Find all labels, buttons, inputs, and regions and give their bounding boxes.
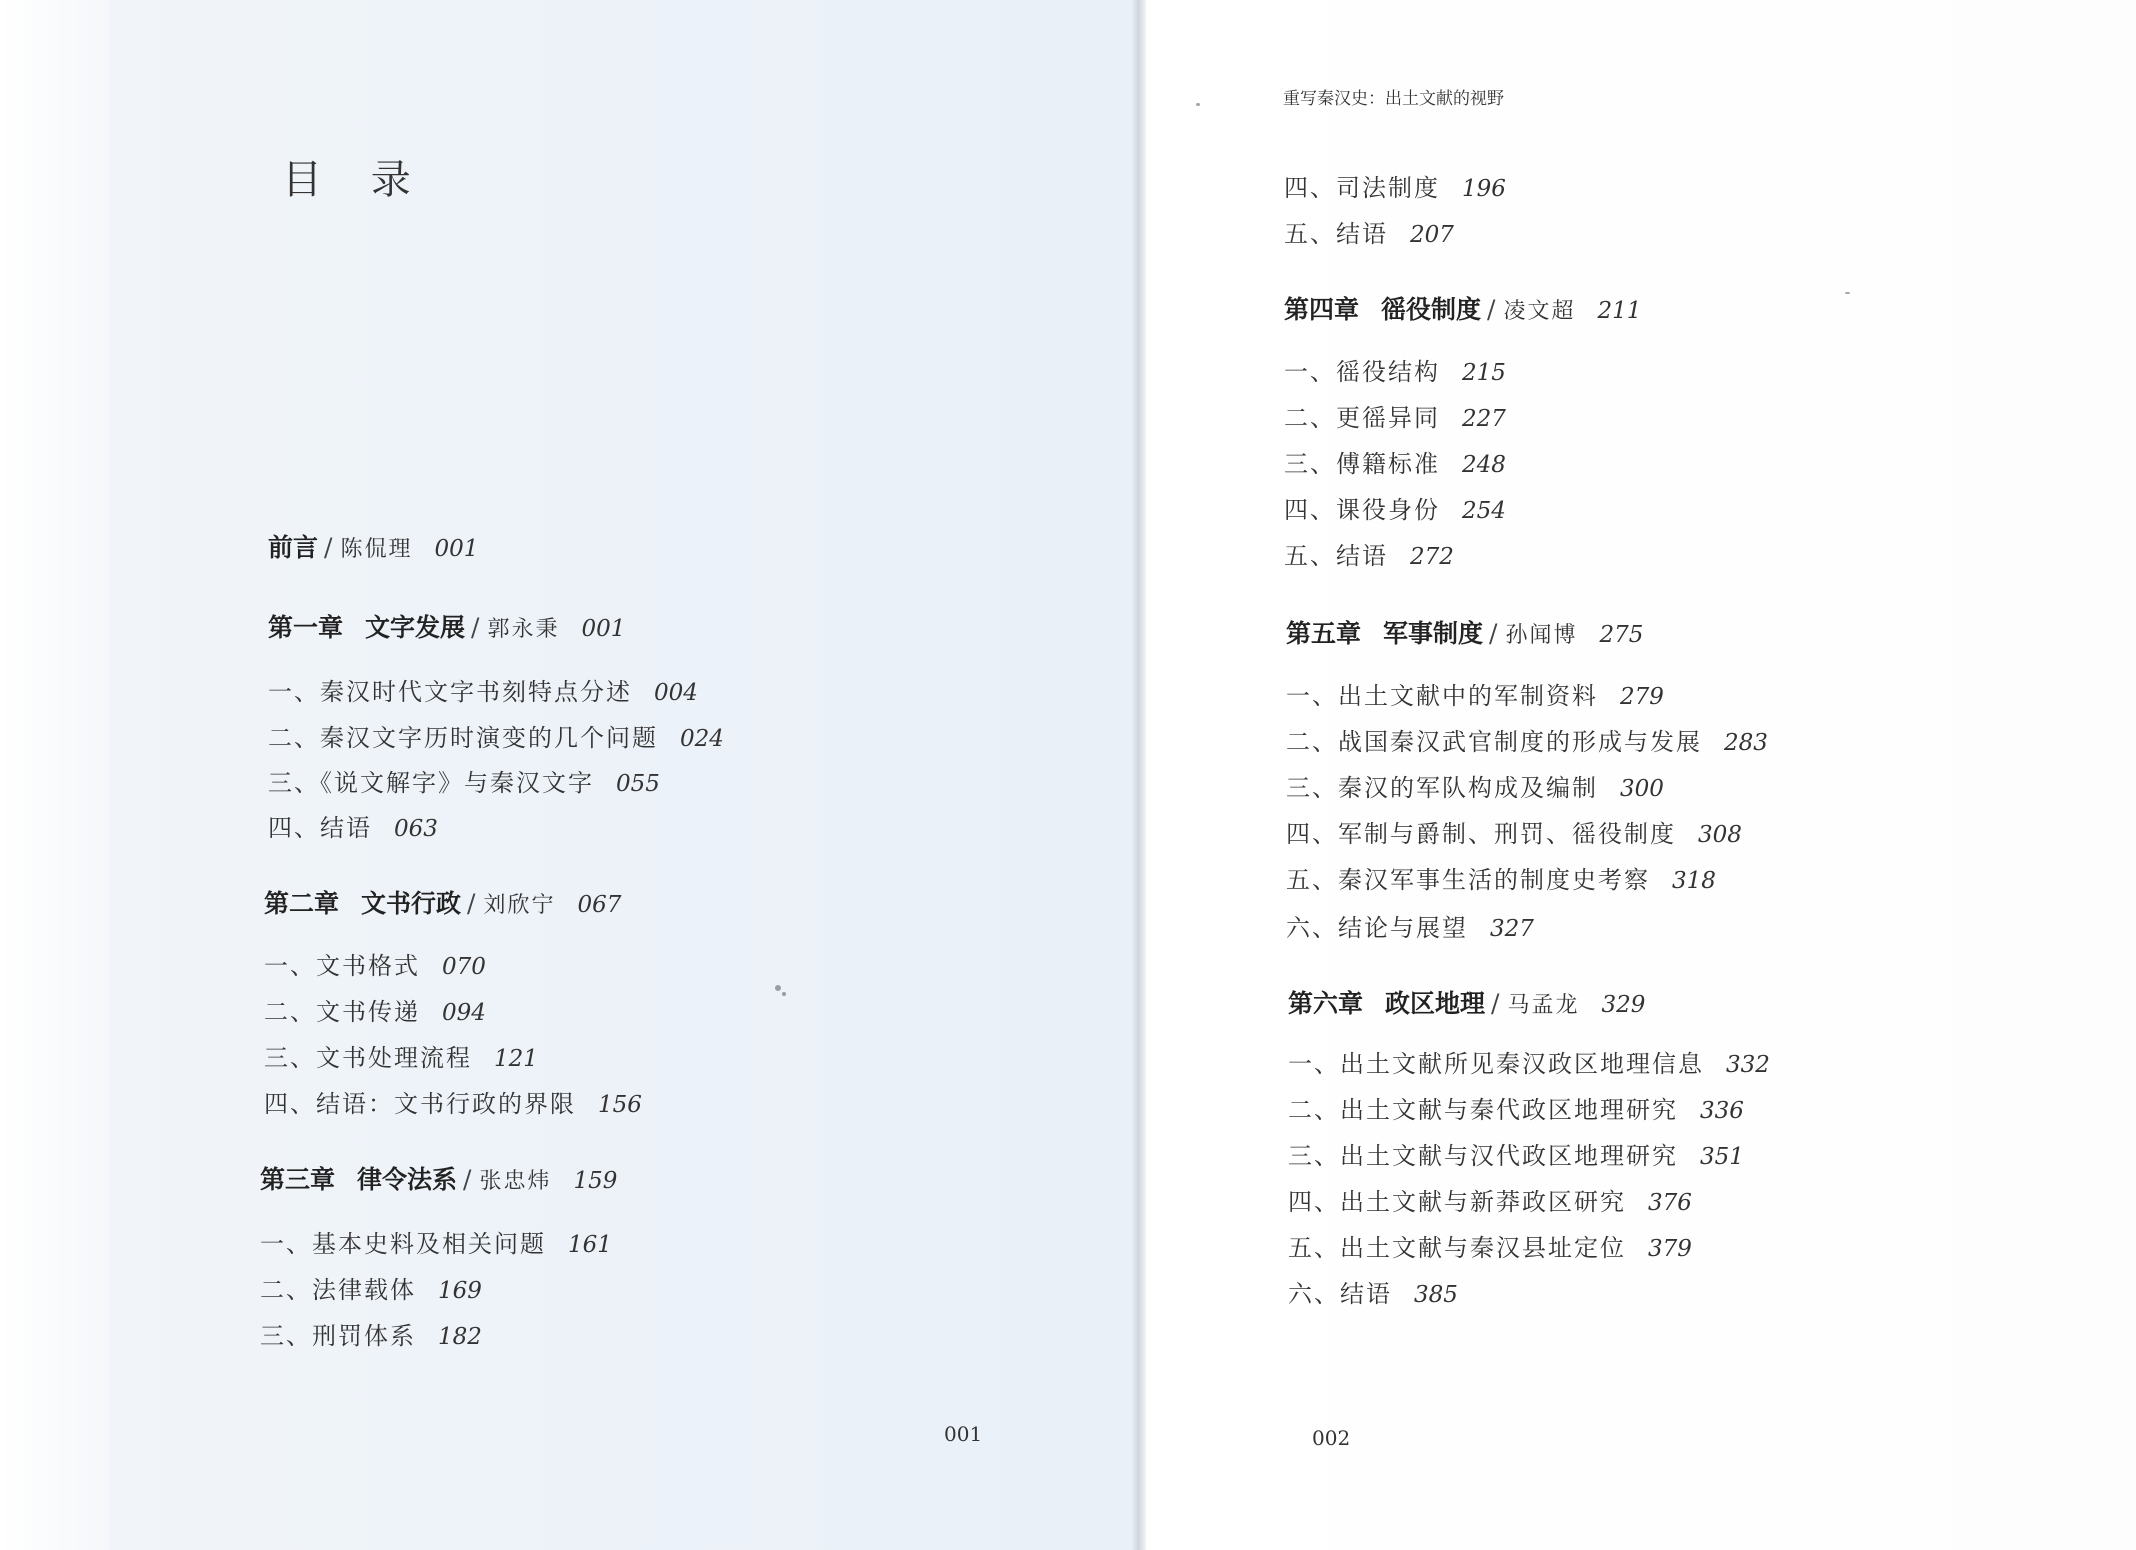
chapter-author: 刘欣宁: [483, 893, 556, 918]
section-title: 三、《说文解字》与秦汉文字: [268, 769, 594, 797]
folio-right: 002: [1312, 1426, 1351, 1450]
section-title: 一、出土文献中的军制资料: [1286, 682, 1598, 710]
section-entry[interactable]: [1286, 814, 1742, 849]
preface-page: 001: [434, 536, 479, 562]
section-entry[interactable]: [260, 1270, 482, 1305]
section-title: 六、结语: [1288, 1280, 1392, 1308]
section-page: 055: [616, 771, 660, 797]
section-page: 351: [1700, 1144, 1744, 1170]
preface-author: 陈侃理: [340, 537, 413, 562]
section-page: 094: [442, 1000, 486, 1026]
section-title: 一、基本史料及相关问题: [260, 1230, 546, 1258]
section-entry[interactable]: [1286, 676, 1664, 711]
section-entry[interactable]: [1288, 1136, 1744, 1171]
section-page: 196: [1462, 176, 1506, 202]
chapter-title: 军事制度: [1383, 619, 1484, 648]
section-title: 四、结语：文书行政的界限: [264, 1090, 576, 1118]
section-page: 004: [654, 680, 698, 706]
section-entry[interactable]: [264, 1084, 642, 1119]
section-page: 385: [1414, 1282, 1458, 1308]
chapter-4-entry[interactable]: 第四章 徭役制度 / 凌文超 211: [1284, 295, 1642, 324]
scan-speck: [775, 985, 781, 991]
section-title: 三、文书处理流程: [264, 1044, 472, 1072]
section-title: 一、徭役结构: [1284, 358, 1440, 386]
section-page: 121: [494, 1046, 538, 1072]
section-title: 四、司法制度: [1284, 174, 1440, 202]
chapter-3-entry[interactable]: 第三章 律令法系 / 张忠炜 159: [260, 1165, 618, 1194]
section-title: 六、结论与展望: [1286, 914, 1468, 942]
section-entry[interactable]: [264, 946, 486, 981]
chapter-6-entry[interactable]: 第六章 政区地理 / 马孟龙 329: [1288, 989, 1646, 1018]
section-entry[interactable]: [264, 992, 486, 1027]
folio-left: 001: [944, 1422, 983, 1446]
chapter-label: 第四章: [1284, 295, 1360, 324]
chapter-author: 郭永秉: [487, 617, 560, 642]
section-title: 二、法律载体: [260, 1276, 416, 1304]
section-page: 227: [1462, 406, 1506, 432]
section-title: 四、课役身份: [1284, 496, 1440, 524]
section-entry[interactable]: [260, 1316, 482, 1351]
section-page: 254: [1462, 498, 1506, 524]
chapter-label: 第二章: [264, 889, 340, 918]
section-entry[interactable]: [1288, 1090, 1744, 1125]
section-title: 一、出土文献所见秦汉政区地理信息: [1288, 1050, 1704, 1078]
section-title: 五、结语: [1284, 542, 1388, 570]
section-title: 二、文书传递: [264, 998, 420, 1026]
section-title: 五、出土文献与秦汉县址定位: [1288, 1234, 1626, 1262]
chapter-title: 文书行政: [361, 889, 462, 918]
section-entry[interactable]: [1284, 168, 1506, 203]
section-entry[interactable]: [1284, 444, 1506, 479]
section-entry[interactable]: [1286, 908, 1534, 943]
chapter-page: 275: [1599, 622, 1644, 648]
section-page: 300: [1620, 776, 1664, 802]
chapter-label: 第六章: [1288, 989, 1364, 1018]
section-title: 四、军制与爵制、刑罚、徭役制度: [1286, 820, 1676, 848]
chapter-author: 马孟龙: [1507, 993, 1580, 1018]
chapter-author: 孙闻博: [1505, 623, 1578, 648]
section-title: 三、出土文献与汉代政区地理研究: [1288, 1142, 1678, 1170]
section-entry[interactable]: [1288, 1044, 1770, 1079]
section-entry[interactable]: [1284, 536, 1454, 571]
section-title: 五、秦汉军事生活的制度史考察: [1286, 866, 1650, 894]
section-entry[interactable]: [1286, 860, 1716, 895]
section-entry[interactable]: [1284, 490, 1506, 525]
section-entry[interactable]: [1284, 352, 1506, 387]
section-title: 一、秦汉时代文字书刻特点分述: [268, 678, 632, 706]
chapter-5-entry[interactable]: 第五章 军事制度 / 孙闻博 275: [1286, 619, 1644, 648]
preface-title: 前言: [268, 533, 319, 562]
section-title: 二、战国秦汉武官制度的形成与发展: [1286, 728, 1702, 756]
chapter-1-entry[interactable]: 第一章 文字发展 / 郭永秉 001: [268, 613, 626, 642]
section-entry[interactable]: [268, 808, 438, 843]
section-entry[interactable]: [268, 672, 698, 707]
section-page: 024: [680, 726, 724, 752]
chapter-author: 张忠炜: [479, 1169, 552, 1194]
scan-speck: [1845, 292, 1850, 294]
chapter-title: 文字发展: [365, 613, 466, 642]
scan-speck: [782, 992, 786, 996]
toc-title: 目 录: [282, 157, 429, 203]
running-head: 重写秦汉史：出土文献的视野: [1283, 89, 1504, 109]
section-page: 379: [1648, 1236, 1692, 1262]
section-page: 063: [394, 816, 438, 842]
section-page: 156: [598, 1092, 642, 1118]
section-page: 215: [1462, 360, 1506, 386]
section-page: 070: [442, 954, 486, 980]
section-title: 三、秦汉的军队构成及编制: [1286, 774, 1598, 802]
chapter-label: 第三章: [260, 1165, 336, 1194]
section-title: 二、出土文献与秦代政区地理研究: [1288, 1096, 1678, 1124]
section-entry[interactable]: [1288, 1274, 1458, 1309]
section-entry[interactable]: [264, 1038, 538, 1073]
chapter-page: 001: [581, 616, 626, 642]
section-page: 279: [1620, 684, 1664, 710]
section-page: 248: [1462, 452, 1506, 478]
section-title: 二、秦汉文字历时演变的几个问题: [268, 724, 658, 752]
section-title: 四、出土文献与新莽政区研究: [1288, 1188, 1626, 1216]
section-title: 三、傅籍标准: [1284, 450, 1440, 478]
section-entry[interactable]: [1284, 214, 1454, 249]
section-page: 161: [568, 1232, 612, 1258]
chapter-page: 211: [1597, 298, 1642, 324]
scan-speck: [1196, 103, 1200, 106]
chapter-title: 政区地理: [1385, 989, 1486, 1018]
book-spine: [1132, 0, 1146, 1550]
section-page: 283: [1724, 730, 1768, 756]
preface-entry[interactable]: 前言 / 陈侃理 001: [268, 533, 479, 562]
section-page: 308: [1698, 822, 1742, 848]
chapter-2-entry[interactable]: 第二章 文书行政 / 刘欣宁 067: [264, 889, 622, 918]
section-title: 五、结语: [1284, 220, 1388, 248]
section-entry[interactable]: [1284, 398, 1506, 433]
chapter-author: 凌文超: [1503, 299, 1576, 324]
section-entry[interactable]: [1286, 722, 1768, 757]
scan-edge: [0, 0, 110, 1550]
chapter-page: 329: [1601, 992, 1646, 1018]
chapter-title: 律令法系: [357, 1165, 458, 1194]
chapter-label: 第一章: [268, 613, 344, 642]
section-title: 四、结语: [268, 814, 372, 842]
section-entry[interactable]: [268, 718, 724, 753]
section-entry[interactable]: [1286, 768, 1664, 803]
section-page: 376: [1648, 1190, 1692, 1216]
section-entry[interactable]: [260, 1224, 612, 1259]
section-entry[interactable]: [1288, 1228, 1692, 1263]
chapter-title: 徭役制度: [1381, 295, 1482, 324]
section-title: 二、更徭异同: [1284, 404, 1440, 432]
chapter-page: 159: [573, 1168, 618, 1194]
section-title: 一、文书格式: [264, 952, 420, 980]
section-entry[interactable]: [268, 763, 660, 798]
chapter-page: 067: [577, 892, 622, 918]
section-entry[interactable]: [1288, 1182, 1692, 1217]
section-page: 332: [1726, 1052, 1770, 1078]
chapter-label: 第五章: [1286, 619, 1362, 648]
section-page: 336: [1700, 1098, 1744, 1124]
section-page: 327: [1490, 916, 1534, 942]
section-page: 182: [438, 1324, 482, 1350]
section-page: 318: [1672, 868, 1716, 894]
section-page: 207: [1410, 222, 1454, 248]
section-title: 三、刑罚体系: [260, 1322, 416, 1350]
section-page: 272: [1410, 544, 1454, 570]
section-page: 169: [438, 1278, 482, 1304]
